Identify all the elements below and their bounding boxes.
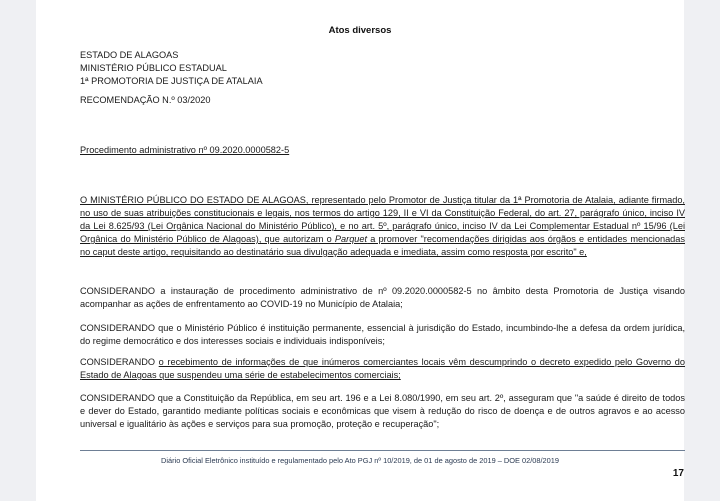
- parquet-term: Parquet: [334, 234, 368, 244]
- header-line-promotoria: 1ª PROMOTORIA DE JUSTIÇA DE ATALAIA: [80, 76, 263, 86]
- page-number: 17: [672, 468, 684, 479]
- preamble-text-2: a promover "recomendações dirigidas aos órgãos e entidades mencionadas no caput deste artigo, requisitando ao destinatário sua divulgação adequada e imediata, assim como resposta por escrito" e,: [80, 234, 685, 257]
- document-page: [36, 0, 684, 501]
- footer-divider: [80, 450, 685, 451]
- preamble-text-1: O MINISTÉRIO PÚBLICO DO ESTADO DE ALAGOAS, representado pelo Promotor de Justiça titular da 1ª Promotoria de Atalaia, adiante firmado, no uso de suas atribuições constitucionais e legais, nos termos do artigo 129, II e VI da Constituição Federal, do art. 27, parágrafo único, inciso IV da Lei 8.625/93 (Lei Orgânica Nacional do Ministério Público), e no art. 5º, parágrafo único, inciso IV da Lei Complementar Estadual nº 15/96 (Lei Orgânica do Ministério Público de Alagoas), que autorizam o: [80, 195, 685, 244]
- section-title: Atos diversos: [328, 25, 392, 36]
- paragraph-considerando-constituicao: CONSIDERANDO que a Constituição da República, em seu art. 196 e a Lei 8.080/1990, em seu art. 2º, asseguram que "a saúde é direito de todos e dever do Estado, garantido mediante políticas sociais e econômicas que visem à redução do risco de doença e de outros agravos e ao acesso universal e igualitário às ações e serviços para sua promoção, proteção e recuperação";: [80, 393, 685, 429]
- footer-note: Diário Oficial Eletrônico instituído e regulamentado pelo Ato PGJ nº 10/2019, de 01 de agosto de 2019 – DOE 02/08/2019: [161, 456, 559, 465]
- paragraph-considerando-informacoes: [80, 356, 685, 382]
- considerando-underlined: o recebimento de informações de que inúmeros comerciantes locais vêm descumprindo o decreto expedido pelo Governo do Estado de Alagoas que suspendeu uma série de estabelecimentos comerciais;: [80, 357, 686, 380]
- header-line-state: ESTADO DE ALAGOAS: [80, 50, 179, 60]
- paragraph-considerando-procedure: CONSIDERANDO a instauração de procedimento administrativo de nº 09.2020.0000582-5 no âmbito desta Promotoria de Justiça visando acompanhar as ações de enfrentamento ao COVID-19 no Município de Atalaia;: [80, 286, 685, 309]
- considerando-lead: CONSIDERANDO: [80, 357, 159, 367]
- paragraph-preamble: [80, 194, 685, 259]
- recommendation-number: RECOMENDAÇÃO N.º 03/2020: [80, 95, 211, 105]
- procedure-number: Procedimento administrativo nº 09.2020.0000582-5: [80, 145, 290, 155]
- issuer-header: [80, 49, 685, 88]
- header-line-ministry: MINISTÉRIO PÚBLICO ESTADUAL: [80, 63, 227, 73]
- paragraph-considerando-ministerio: CONSIDERANDO que o Ministério Público é instituição permanente, essencial à jurisdição do Estado, incumbindo-lhe a defesa da ordem jurídica, do regime democrático e dos interesses sociais e individuais indisponíveis;: [80, 323, 685, 346]
